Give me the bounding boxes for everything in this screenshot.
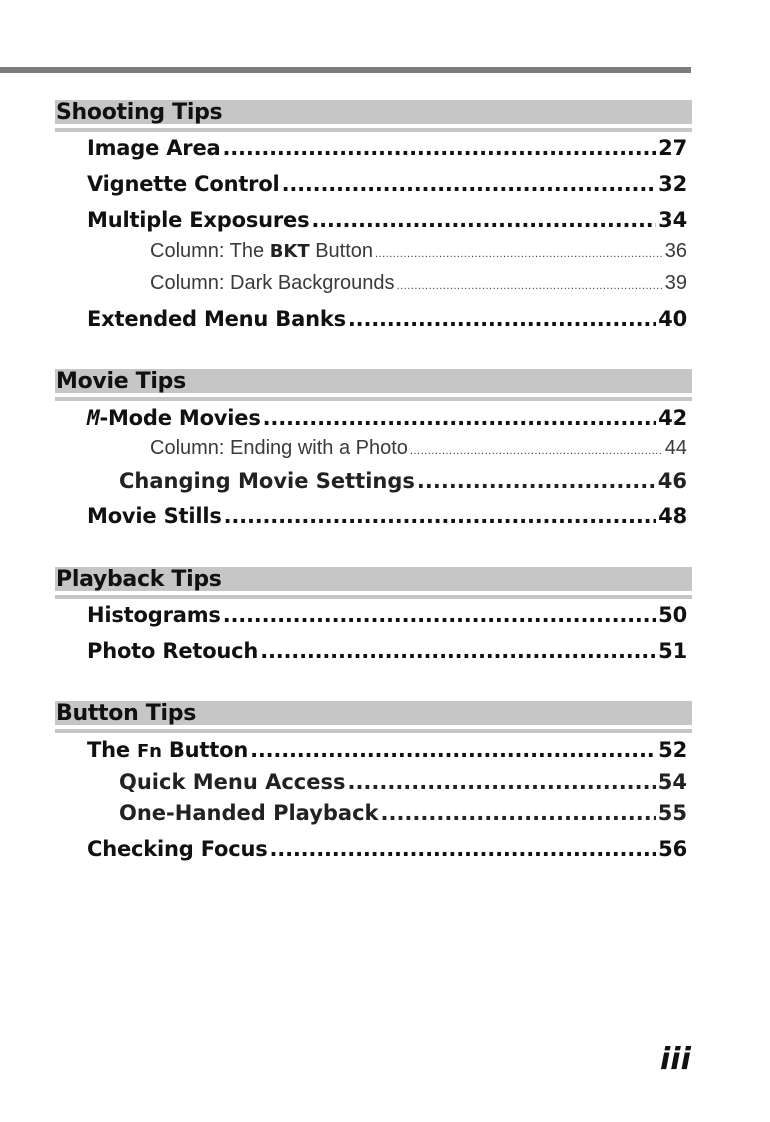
entry-page: 56 xyxy=(658,837,687,861)
toc-entry-changing-movie-settings[interactable] xyxy=(119,469,687,493)
leader-dots xyxy=(222,136,656,160)
toc-entry-extended-menu-banks[interactable] xyxy=(87,307,687,331)
section-heading xyxy=(55,567,692,595)
section-heading-text: Shooting Tips xyxy=(56,100,223,125)
leader-dots xyxy=(397,280,663,292)
entry-label-text: -Mode Movies xyxy=(99,406,261,430)
section-heading xyxy=(55,100,692,128)
leader-dots xyxy=(282,172,657,196)
leader-dots xyxy=(410,445,663,457)
section-movie-tips xyxy=(55,369,692,397)
leader-dots xyxy=(375,248,663,260)
entry-page: 34 xyxy=(658,208,687,232)
toc-entry-photo-retouch[interactable] xyxy=(87,639,687,663)
entry-label: Movie Stills xyxy=(87,504,222,528)
entry-page: 46 xyxy=(657,469,687,493)
leader-dots xyxy=(260,639,656,663)
entry-page: 55 xyxy=(657,801,687,825)
entry-label-pre: The xyxy=(87,738,138,762)
toc-entry-one-handed-playback[interactable] xyxy=(119,801,687,825)
section-button-tips xyxy=(55,701,692,729)
entry-page: 52 xyxy=(658,738,687,762)
entry-label: Column: Dark Backgrounds xyxy=(150,272,395,294)
entry-label xyxy=(87,738,248,762)
entry-page: 44 xyxy=(664,437,687,459)
entry-page: 54 xyxy=(657,770,687,794)
toc-entry-movie-stills[interactable] xyxy=(87,504,687,528)
leader-dots xyxy=(348,307,656,331)
entry-label: Quick Menu Access xyxy=(119,770,346,794)
toc-entry-checking-focus[interactable] xyxy=(87,837,687,861)
entry-page: 51 xyxy=(658,639,687,663)
entry-label: Histograms xyxy=(87,603,221,627)
toc-entry-column-bkt-button[interactable] xyxy=(150,240,687,263)
entry-label: Changing Movie Settings xyxy=(119,469,415,493)
bkt-keyword: BKT xyxy=(269,241,310,262)
leader-dots xyxy=(270,837,657,861)
m-mode-icon: M xyxy=(87,406,100,430)
top-rule xyxy=(0,67,691,73)
entry-label: Multiple Exposures xyxy=(87,208,310,232)
entry-label: Checking Focus xyxy=(87,837,268,861)
toc-entry-quick-menu-access[interactable] xyxy=(119,770,687,794)
entry-label: Image Area xyxy=(87,136,221,160)
section-heading xyxy=(55,701,692,729)
toc-entry-column-dark-backgrounds[interactable] xyxy=(150,272,687,295)
entry-label: One-Handed Playback xyxy=(119,801,379,825)
toc-entry-m-mode-movies[interactable] xyxy=(87,406,687,430)
toc-entry-vignette-control[interactable] xyxy=(87,172,687,196)
section-heading-text: Playback Tips xyxy=(56,567,222,592)
toc-entry-column-ending-with-photo[interactable] xyxy=(150,437,687,460)
fn-keyword: Fn xyxy=(137,741,162,762)
section-heading-text: Button Tips xyxy=(56,701,196,726)
entry-page: 39 xyxy=(664,272,687,294)
toc-entry-image-area[interactable] xyxy=(87,136,687,160)
entry-label-post: Button xyxy=(161,738,249,762)
entry-page: 42 xyxy=(658,406,687,430)
entry-page: 48 xyxy=(658,504,687,528)
leader-dots xyxy=(223,603,656,627)
section-heading xyxy=(55,369,692,397)
leader-dots xyxy=(250,738,656,762)
entry-label: Vignette Control xyxy=(87,172,280,196)
entry-label: Photo Retouch xyxy=(87,639,259,663)
section-playback-tips xyxy=(55,567,692,595)
entry-label-post: Button xyxy=(309,240,374,262)
entry-page: 32 xyxy=(658,172,687,196)
entry-page: 40 xyxy=(658,307,687,331)
toc-entry-multiple-exposures[interactable] xyxy=(87,208,687,232)
entry-page: 36 xyxy=(664,240,687,262)
entry-label xyxy=(150,240,373,263)
leader-dots xyxy=(347,770,655,794)
entry-label xyxy=(87,406,261,430)
entry-page: 50 xyxy=(658,603,687,627)
toc-entry-fn-button[interactable] xyxy=(87,738,687,762)
entry-label: Extended Menu Banks xyxy=(87,307,346,331)
section-heading-text: Movie Tips xyxy=(56,369,186,394)
leader-dots xyxy=(311,208,656,232)
entry-label: Column: Ending with a Photo xyxy=(150,437,408,459)
page-number: iii xyxy=(660,1042,691,1077)
section-shooting-tips xyxy=(55,100,692,128)
leader-dots xyxy=(381,801,656,825)
leader-dots xyxy=(224,504,657,528)
leader-dots xyxy=(263,406,657,430)
entry-page: 27 xyxy=(658,136,687,160)
leader-dots xyxy=(417,469,656,493)
entry-label-pre: Column: The xyxy=(150,240,270,262)
toc-entry-histograms[interactable] xyxy=(87,603,687,627)
